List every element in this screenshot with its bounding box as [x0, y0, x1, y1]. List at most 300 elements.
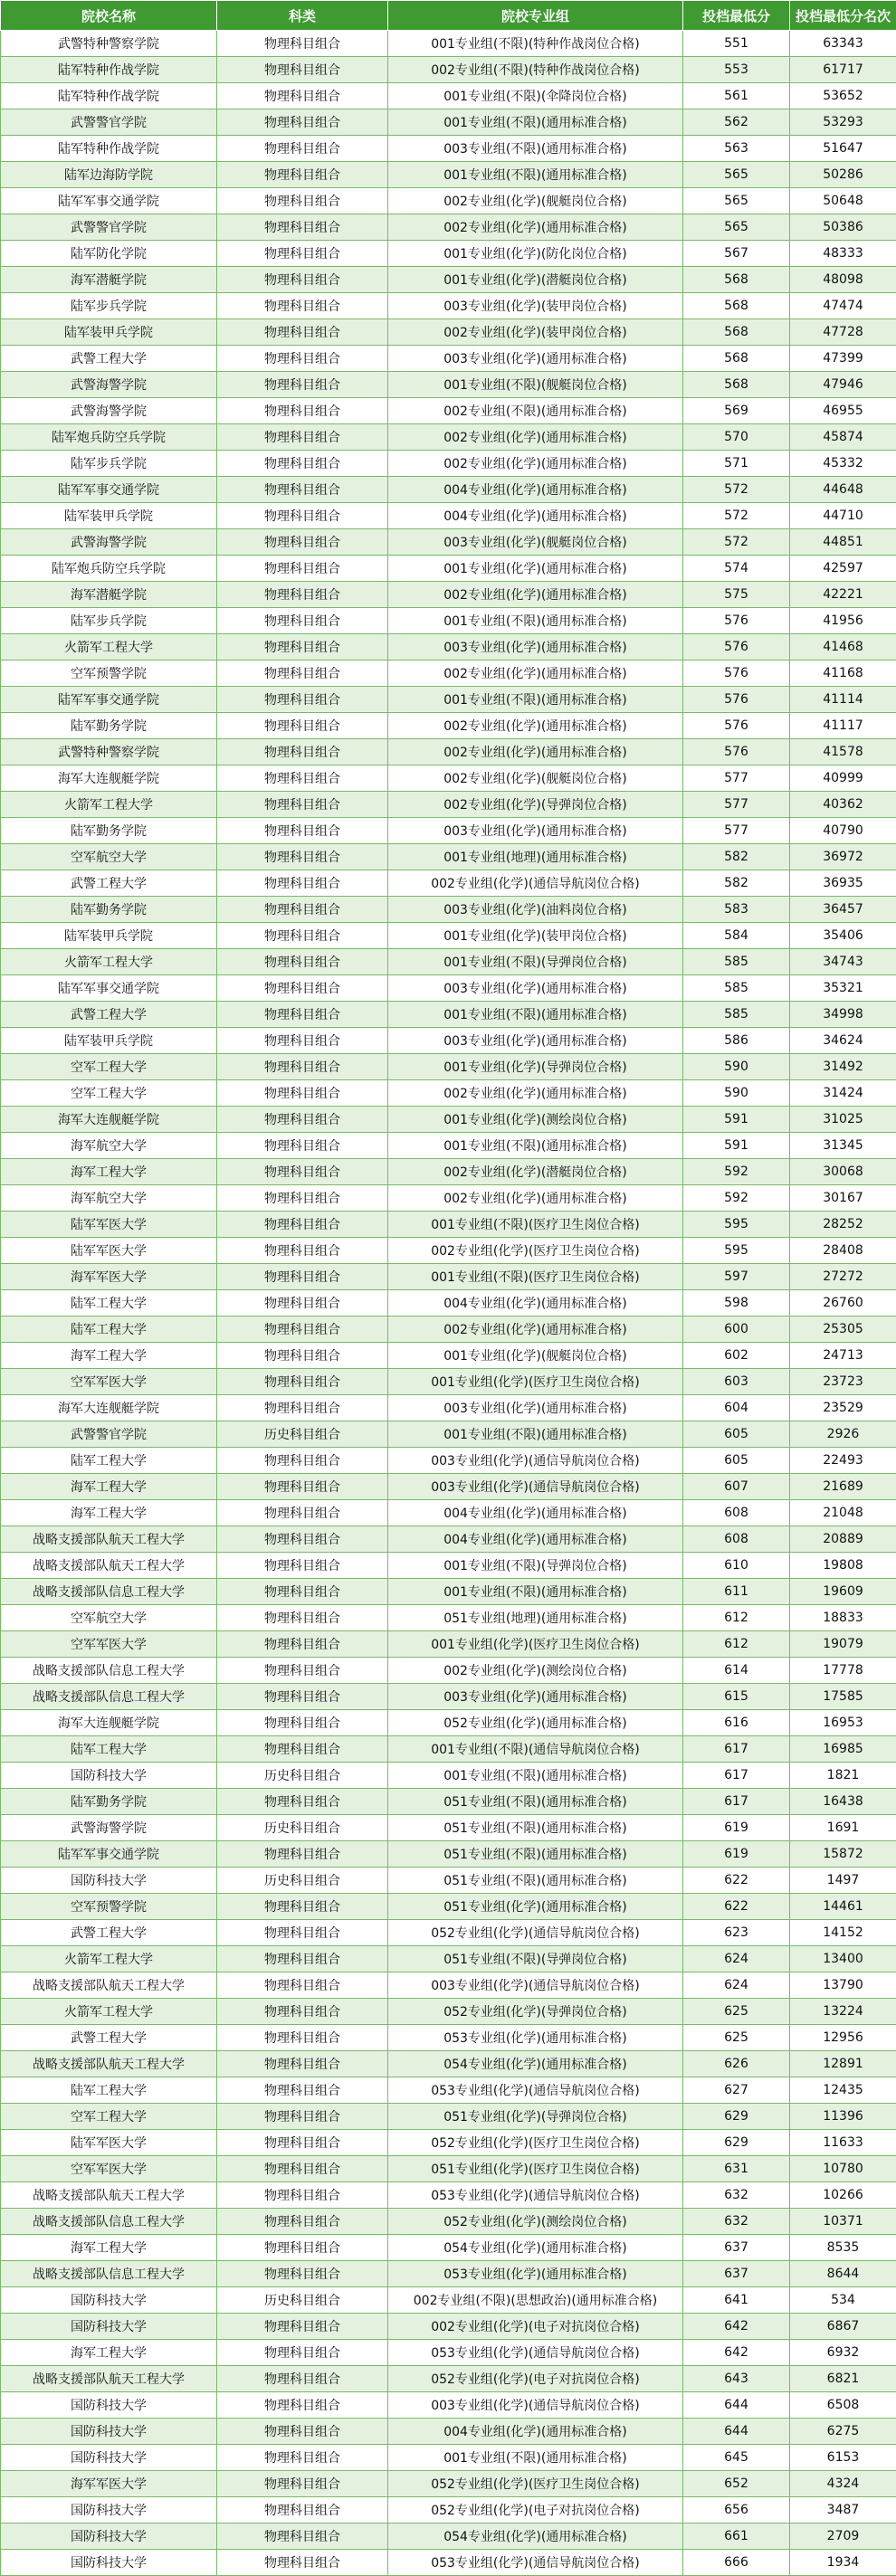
table-header-row [1, 1, 896, 31]
cell-min-score: 576 [683, 608, 790, 634]
cell-school-name: 空军军医大学 [1, 2156, 217, 2182]
cell-subject-category: 物理科目组合 [217, 1343, 388, 1369]
cell-school-name: 海军工程大学 [1, 2235, 217, 2261]
table-row [1, 162, 896, 188]
cell-min-rank: 47474 [790, 293, 896, 319]
cell-subject-category: 物理科目组合 [217, 582, 388, 608]
cell-min-rank: 31345 [790, 1133, 896, 1159]
cell-school-name: 陆军装甲兵学院 [1, 923, 217, 949]
table-row [1, 556, 896, 582]
cell-school-name: 火箭军工程大学 [1, 949, 217, 975]
cell-major-group: 001专业组(不限)(医疗卫生岗位合格) [388, 1264, 683, 1290]
cell-subject-category: 物理科目组合 [217, 1894, 388, 1920]
cell-min-rank: 2926 [790, 1421, 896, 1448]
cell-min-rank: 41468 [790, 634, 896, 661]
cell-min-score: 612 [683, 1605, 790, 1631]
cell-min-rank: 12956 [790, 2025, 896, 2051]
cell-major-group: 054专业组(化学)(通用标准合格) [388, 2051, 683, 2077]
cell-min-rank: 34998 [790, 1002, 896, 1028]
cell-school-name: 战略支援部队信息工程大学 [1, 2209, 217, 2235]
cell-school-name: 陆军步兵学院 [1, 293, 217, 319]
cell-min-rank: 42597 [790, 556, 896, 582]
table-row [1, 1553, 896, 1579]
cell-min-rank: 31025 [790, 1107, 896, 1133]
cell-min-score: 576 [683, 661, 790, 687]
cell-school-name: 武警警官学院 [1, 1421, 217, 1448]
cell-subject-category: 物理科目组合 [217, 1920, 388, 1946]
cell-min-score: 615 [683, 1684, 790, 1710]
cell-min-rank: 31492 [790, 1054, 896, 1080]
cell-school-name: 武警警官学院 [1, 214, 217, 241]
cell-min-score: 617 [683, 1736, 790, 1763]
cell-major-group: 052专业组(化学)(电子对抗岗位合格) [388, 2497, 683, 2524]
cell-min-rank: 47728 [790, 319, 896, 346]
cell-min-score: 568 [683, 267, 790, 293]
cell-min-score: 565 [683, 188, 790, 214]
table-row [1, 1185, 896, 1212]
cell-school-name: 海军潜艇学院 [1, 582, 217, 608]
cell-major-group: 052专业组(化学)(医疗卫生岗位合格) [388, 2471, 683, 2497]
cell-subject-category: 物理科目组合 [217, 398, 388, 424]
cell-subject-category: 物理科目组合 [217, 713, 388, 739]
cell-subject-category: 物理科目组合 [217, 1500, 388, 1526]
table-row [1, 1080, 896, 1107]
cell-min-score: 551 [683, 31, 790, 57]
cell-major-group: 002专业组(化学)(潜艇岗位合格) [388, 1159, 683, 1185]
cell-min-rank: 45874 [790, 424, 896, 451]
cell-min-score: 598 [683, 1290, 790, 1317]
cell-subject-category: 物理科目组合 [217, 923, 388, 949]
cell-subject-category: 物理科目组合 [217, 503, 388, 529]
cell-subject-category: 物理科目组合 [217, 1317, 388, 1343]
table-row [1, 1972, 896, 1999]
cell-school-name: 海军工程大学 [1, 1474, 217, 1500]
cell-major-group: 051专业组(不限)(通用标准合格) [388, 1868, 683, 1894]
cell-major-group: 004专业组(化学)(通用标准合格) [388, 503, 683, 529]
cell-major-group: 001专业组(不限)(通用标准合格) [388, 1133, 683, 1159]
cell-major-group: 003专业组(化学)(通用标准合格) [388, 346, 683, 372]
cell-major-group: 001专业组(化学)(医疗卫生岗位合格) [388, 1369, 683, 1395]
cell-major-group: 052专业组(化学)(通信导航岗位合格) [388, 1920, 683, 1946]
cell-subject-category: 物理科目组合 [217, 2392, 388, 2419]
cell-major-group: 001专业组(不限)(医疗卫生岗位合格) [388, 1212, 683, 1238]
cell-school-name: 陆军军事交通学院 [1, 477, 217, 503]
cell-subject-category: 物理科目组合 [217, 975, 388, 1002]
cell-school-name: 陆军勤务学院 [1, 897, 217, 923]
cell-min-score: 592 [683, 1185, 790, 1212]
cell-min-score: 644 [683, 2419, 790, 2445]
cell-major-group: 003专业组(化学)(通用标准合格) [388, 975, 683, 1002]
cell-min-score: 565 [683, 214, 790, 241]
cell-school-name: 海军工程大学 [1, 1500, 217, 1526]
table-row [1, 1999, 896, 2025]
cell-major-group: 002专业组(化学)(通用标准合格) [388, 214, 683, 241]
cell-min-rank: 10266 [790, 2182, 896, 2209]
table-row [1, 608, 896, 634]
cell-major-group: 002专业组(化学)(通用标准合格) [388, 451, 683, 477]
cell-min-score: 568 [683, 319, 790, 346]
cell-min-rank: 46955 [790, 398, 896, 424]
table-row [1, 1343, 896, 1369]
cell-min-score: 608 [683, 1500, 790, 1526]
cell-major-group: 054专业组(化学)(通用标准合格) [388, 2235, 683, 2261]
cell-min-rank: 50286 [790, 162, 896, 188]
cell-subject-category: 物理科目组合 [217, 1710, 388, 1736]
table-row [1, 2366, 896, 2392]
cell-school-name: 空军预警学院 [1, 661, 217, 687]
cell-major-group: 001专业组(不限)(舰艇岗位合格) [388, 372, 683, 398]
cell-subject-category: 物理科目组合 [217, 661, 388, 687]
cell-min-score: 597 [683, 1264, 790, 1290]
table-row [1, 897, 896, 923]
cell-min-rank: 41578 [790, 739, 896, 765]
cell-school-name: 陆军军事交通学院 [1, 1841, 217, 1868]
cell-major-group: 003专业组(化学)(通用标准合格) [388, 1684, 683, 1710]
cell-major-group: 004专业组(化学)(通用标准合格) [388, 1526, 683, 1553]
cell-min-score: 642 [683, 2314, 790, 2340]
table-row [1, 1710, 896, 1736]
cell-subject-category: 物理科目组合 [217, 1159, 388, 1185]
cell-min-rank: 534 [790, 2287, 896, 2314]
cell-subject-category: 物理科目组合 [217, 2261, 388, 2287]
table-row [1, 1631, 896, 1658]
cell-min-score: 572 [683, 503, 790, 529]
table-row [1, 398, 896, 424]
cell-min-rank: 48098 [790, 267, 896, 293]
cell-major-group: 001专业组(地理)(通用标准合格) [388, 844, 683, 870]
cell-major-group: 053专业组(化学)(通用标准合格) [388, 2261, 683, 2287]
cell-subject-category: 物理科目组合 [217, 1238, 388, 1264]
cell-min-rank: 28408 [790, 1238, 896, 1264]
cell-major-group: 053专业组(化学)(通信导航岗位合格) [388, 2550, 683, 2576]
cell-school-name: 陆军军事交通学院 [1, 975, 217, 1002]
cell-min-rank: 12435 [790, 2077, 896, 2104]
cell-min-rank: 44851 [790, 529, 896, 556]
cell-school-name: 空军工程大学 [1, 1054, 217, 1080]
cell-subject-category: 历史科目组合 [217, 1868, 388, 1894]
table-row [1, 1133, 896, 1159]
table-row [1, 424, 896, 451]
cell-school-name: 空军军医大学 [1, 1369, 217, 1395]
cell-min-score: 553 [683, 57, 790, 83]
table-row [1, 765, 896, 792]
cell-school-name: 陆军工程大学 [1, 2077, 217, 2104]
cell-subject-category: 物理科目组合 [217, 1133, 388, 1159]
cell-min-score: 577 [683, 765, 790, 792]
table-row [1, 293, 896, 319]
cell-min-score: 626 [683, 2051, 790, 2077]
cell-school-name: 武警海警学院 [1, 529, 217, 556]
cell-min-rank: 25305 [790, 1317, 896, 1343]
table-row [1, 975, 896, 1002]
cell-subject-category: 历史科目组合 [217, 1815, 388, 1841]
table-row [1, 1841, 896, 1868]
table-row [1, 1658, 896, 1684]
cell-major-group: 002专业组(化学)(通用标准合格) [388, 713, 683, 739]
cell-min-rank: 61717 [790, 57, 896, 83]
cell-min-score: 625 [683, 1999, 790, 2025]
cell-min-rank: 35321 [790, 975, 896, 1002]
table-row [1, 372, 896, 398]
cell-school-name: 国防科技大学 [1, 2445, 217, 2471]
table-row [1, 319, 896, 346]
cell-min-rank: 6153 [790, 2445, 896, 2471]
cell-major-group: 051专业组(地理)(通用标准合格) [388, 1605, 683, 1631]
cell-school-name: 国防科技大学 [1, 2497, 217, 2524]
cell-min-score: 600 [683, 1317, 790, 1343]
cell-min-score: 585 [683, 1002, 790, 1028]
cell-min-rank: 13224 [790, 1999, 896, 2025]
cell-min-rank: 47946 [790, 372, 896, 398]
cell-min-rank: 6821 [790, 2366, 896, 2392]
cell-min-rank: 13400 [790, 1946, 896, 1972]
table-row [1, 1684, 896, 1710]
table-row [1, 2051, 896, 2077]
cell-school-name: 陆军工程大学 [1, 1736, 217, 1763]
table-row [1, 1238, 896, 1264]
cell-school-name: 海军大连舰艇学院 [1, 1710, 217, 1736]
cell-school-name: 陆军装甲兵学院 [1, 319, 217, 346]
table-row [1, 2077, 896, 2104]
cell-subject-category: 物理科目组合 [217, 2497, 388, 2524]
cell-major-group: 001专业组(化学)(导弹岗位合格) [388, 1054, 683, 1080]
table-row [1, 1002, 896, 1028]
table-row [1, 1894, 896, 1920]
cell-min-rank: 40790 [790, 818, 896, 844]
cell-min-score: 572 [683, 477, 790, 503]
cell-min-rank: 6508 [790, 2392, 896, 2419]
cell-min-score: 574 [683, 556, 790, 582]
cell-major-group: 002专业组(化学)(电子对抗岗位合格) [388, 2314, 683, 2340]
table-row [1, 634, 896, 661]
cell-min-rank: 16438 [790, 1789, 896, 1815]
cell-subject-category: 物理科目组合 [217, 267, 388, 293]
cell-school-name: 战略支援部队航天工程大学 [1, 2051, 217, 2077]
cell-major-group: 001专业组(化学)(舰艇岗位合格) [388, 1343, 683, 1369]
cell-school-name: 战略支援部队信息工程大学 [1, 1684, 217, 1710]
cell-subject-category: 物理科目组合 [217, 608, 388, 634]
cell-major-group: 003专业组(化学)(通用标准合格) [388, 818, 683, 844]
cell-major-group: 003专业组(化学)(通信导航岗位合格) [388, 1474, 683, 1500]
table-row [1, 1290, 896, 1317]
cell-min-rank: 41117 [790, 713, 896, 739]
cell-subject-category: 物理科目组合 [217, 2051, 388, 2077]
cell-major-group: 003专业组(化学)(舰艇岗位合格) [388, 529, 683, 556]
cell-major-group: 003专业组(化学)(装甲岗位合格) [388, 293, 683, 319]
cell-subject-category: 物理科目组合 [217, 2550, 388, 2576]
cell-min-score: 590 [683, 1080, 790, 1107]
cell-min-score: 585 [683, 949, 790, 975]
cell-school-name: 海军潜艇学院 [1, 267, 217, 293]
table-row [1, 31, 896, 57]
cell-school-name: 陆军特种作战学院 [1, 136, 217, 162]
cell-subject-category: 物理科目组合 [217, 2340, 388, 2366]
cell-min-rank: 11396 [790, 2104, 896, 2130]
cell-min-rank: 19808 [790, 1553, 896, 1579]
cell-min-rank: 53293 [790, 109, 896, 136]
cell-subject-category: 物理科目组合 [217, 109, 388, 136]
cell-subject-category: 物理科目组合 [217, 1605, 388, 1631]
cell-min-score: 568 [683, 372, 790, 398]
cell-school-name: 空军军医大学 [1, 1631, 217, 1658]
cell-min-rank: 17585 [790, 1684, 896, 1710]
cell-subject-category: 物理科目组合 [217, 372, 388, 398]
cell-subject-category: 物理科目组合 [217, 1212, 388, 1238]
cell-school-name: 战略支援部队航天工程大学 [1, 1553, 217, 1579]
cell-major-group: 002专业组(化学)(舰艇岗位合格) [388, 765, 683, 792]
cell-subject-category: 物理科目组合 [217, 818, 388, 844]
cell-subject-category: 物理科目组合 [217, 529, 388, 556]
cell-min-rank: 40362 [790, 792, 896, 818]
cell-school-name: 陆军特种作战学院 [1, 83, 217, 109]
cell-min-score: 583 [683, 897, 790, 923]
cell-major-group: 004专业组(化学)(通用标准合格) [388, 2419, 683, 2445]
cell-school-name: 战略支援部队航天工程大学 [1, 2182, 217, 2209]
cell-min-rank: 1691 [790, 1815, 896, 1841]
cell-school-name: 陆军军医大学 [1, 2130, 217, 2156]
header-min-score: 投档最低分 [683, 1, 790, 31]
cell-min-rank: 20889 [790, 1526, 896, 1553]
cell-school-name: 国防科技大学 [1, 2524, 217, 2550]
cell-subject-category: 物理科目组合 [217, 2314, 388, 2340]
cell-major-group: 002专业组(化学)(通用标准合格) [388, 1317, 683, 1343]
cell-major-group: 051专业组(不限)(通用标准合格) [388, 1815, 683, 1841]
cell-min-score: 641 [683, 2287, 790, 2314]
cell-subject-category: 物理科目组合 [217, 1631, 388, 1658]
cell-major-group: 003专业组(化学)(通用标准合格) [388, 1395, 683, 1421]
cell-school-name: 武警海警学院 [1, 1815, 217, 1841]
cell-min-score: 629 [683, 2130, 790, 2156]
cell-school-name: 空军航空大学 [1, 1605, 217, 1631]
cell-min-score: 631 [683, 2156, 790, 2182]
table-row [1, 2340, 896, 2366]
cell-min-rank: 50386 [790, 214, 896, 241]
cell-min-rank: 41114 [790, 687, 896, 713]
cell-major-group: 003专业组(化学)(通用标准合格) [388, 1028, 683, 1054]
cell-major-group: 003专业组(化学)(通信导航岗位合格) [388, 2392, 683, 2419]
table-row [1, 1054, 896, 1080]
cell-min-rank: 14461 [790, 1894, 896, 1920]
cell-min-score: 576 [683, 634, 790, 661]
cell-min-rank: 16953 [790, 1710, 896, 1736]
cell-major-group: 004专业组(化学)(通用标准合格) [388, 1500, 683, 1526]
cell-min-rank: 34743 [790, 949, 896, 975]
cell-school-name: 战略支援部队信息工程大学 [1, 1658, 217, 1684]
table-row [1, 1868, 896, 1894]
cell-min-score: 661 [683, 2524, 790, 2550]
cell-school-name: 陆军工程大学 [1, 1448, 217, 1474]
cell-school-name: 陆军工程大学 [1, 1290, 217, 1317]
cell-min-rank: 36457 [790, 897, 896, 923]
cell-min-rank: 36972 [790, 844, 896, 870]
table-row [1, 870, 896, 897]
cell-school-name: 陆军边海防学院 [1, 162, 217, 188]
cell-subject-category: 物理科目组合 [217, 2182, 388, 2209]
cell-school-name: 空军工程大学 [1, 2104, 217, 2130]
cell-subject-category: 物理科目组合 [217, 739, 388, 765]
cell-subject-category: 物理科目组合 [217, 1448, 388, 1474]
table-row [1, 792, 896, 818]
header-min-rank: 投档最低分名次 [790, 1, 896, 31]
cell-major-group: 002专业组(化学)(通用标准合格) [388, 661, 683, 687]
cell-major-group: 053专业组(化学)(通信导航岗位合格) [388, 2182, 683, 2209]
cell-school-name: 空军工程大学 [1, 1080, 217, 1107]
cell-major-group: 051专业组(化学)(导弹岗位合格) [388, 2104, 683, 2130]
cell-min-rank: 48333 [790, 241, 896, 267]
table-row [1, 687, 896, 713]
cell-school-name: 海军工程大学 [1, 2340, 217, 2366]
cell-min-score: 567 [683, 241, 790, 267]
cell-subject-category: 物理科目组合 [217, 188, 388, 214]
cell-major-group: 001专业组(化学)(潜艇岗位合格) [388, 267, 683, 293]
cell-min-score: 632 [683, 2182, 790, 2209]
cell-major-group: 002专业组(化学)(通用标准合格) [388, 582, 683, 608]
cell-school-name: 陆军军医大学 [1, 1212, 217, 1238]
cell-min-rank: 10780 [790, 2156, 896, 2182]
cell-school-name: 陆军勤务学院 [1, 818, 217, 844]
cell-major-group: 002专业组(化学)(舰艇岗位合格) [388, 188, 683, 214]
cell-min-score: 575 [683, 582, 790, 608]
cell-min-score: 624 [683, 1946, 790, 1972]
cell-min-rank: 16985 [790, 1736, 896, 1763]
cell-subject-category: 物理科目组合 [217, 634, 388, 661]
cell-min-rank: 2709 [790, 2524, 896, 2550]
cell-school-name: 战略支援部队信息工程大学 [1, 1579, 217, 1605]
cell-subject-category: 物理科目组合 [217, 2025, 388, 2051]
cell-school-name: 陆军装甲兵学院 [1, 503, 217, 529]
cell-subject-category: 物理科目组合 [217, 1999, 388, 2025]
cell-subject-category: 物理科目组合 [217, 241, 388, 267]
cell-min-rank: 1497 [790, 1868, 896, 1894]
cell-min-score: 576 [683, 713, 790, 739]
cell-min-score: 642 [683, 2340, 790, 2366]
cell-min-score: 617 [683, 1763, 790, 1789]
cell-min-rank: 28252 [790, 1212, 896, 1238]
cell-min-score: 602 [683, 1343, 790, 1369]
cell-min-score: 622 [683, 1868, 790, 1894]
cell-subject-category: 物理科目组合 [217, 2524, 388, 2550]
table-row [1, 1474, 896, 1500]
cell-min-rank: 1934 [790, 2550, 896, 2576]
cell-min-score: 605 [683, 1448, 790, 1474]
cell-subject-category: 物理科目组合 [217, 2156, 388, 2182]
cell-min-rank: 45332 [790, 451, 896, 477]
cell-major-group: 002专业组(化学)(通信导航岗位合格) [388, 870, 683, 897]
cell-school-name: 武警工程大学 [1, 1920, 217, 1946]
cell-min-rank: 51647 [790, 136, 896, 162]
table-row [1, 1526, 896, 1553]
cell-major-group: 001专业组(不限)(伞降岗位合格) [388, 83, 683, 109]
cell-school-name: 陆军步兵学院 [1, 451, 217, 477]
table-row [1, 529, 896, 556]
cell-min-score: 619 [683, 1841, 790, 1868]
cell-major-group: 052专业组(化学)(通用标准合格) [388, 1710, 683, 1736]
table-row [1, 844, 896, 870]
cell-subject-category: 物理科目组合 [217, 83, 388, 109]
cell-major-group: 001专业组(化学)(防化岗位合格) [388, 241, 683, 267]
cell-min-rank: 6867 [790, 2314, 896, 2340]
cell-major-group: 002专业组(化学)(医疗卫生岗位合格) [388, 1238, 683, 1264]
cell-subject-category: 物理科目组合 [217, 2235, 388, 2261]
cell-school-name: 国防科技大学 [1, 2314, 217, 2340]
table-row [1, 503, 896, 529]
cell-min-score: 561 [683, 83, 790, 109]
cell-min-rank: 50648 [790, 188, 896, 214]
cell-subject-category: 物理科目组合 [217, 319, 388, 346]
cell-min-rank: 12891 [790, 2051, 896, 2077]
cell-min-rank: 26760 [790, 1290, 896, 1317]
cell-min-score: 666 [683, 2550, 790, 2576]
